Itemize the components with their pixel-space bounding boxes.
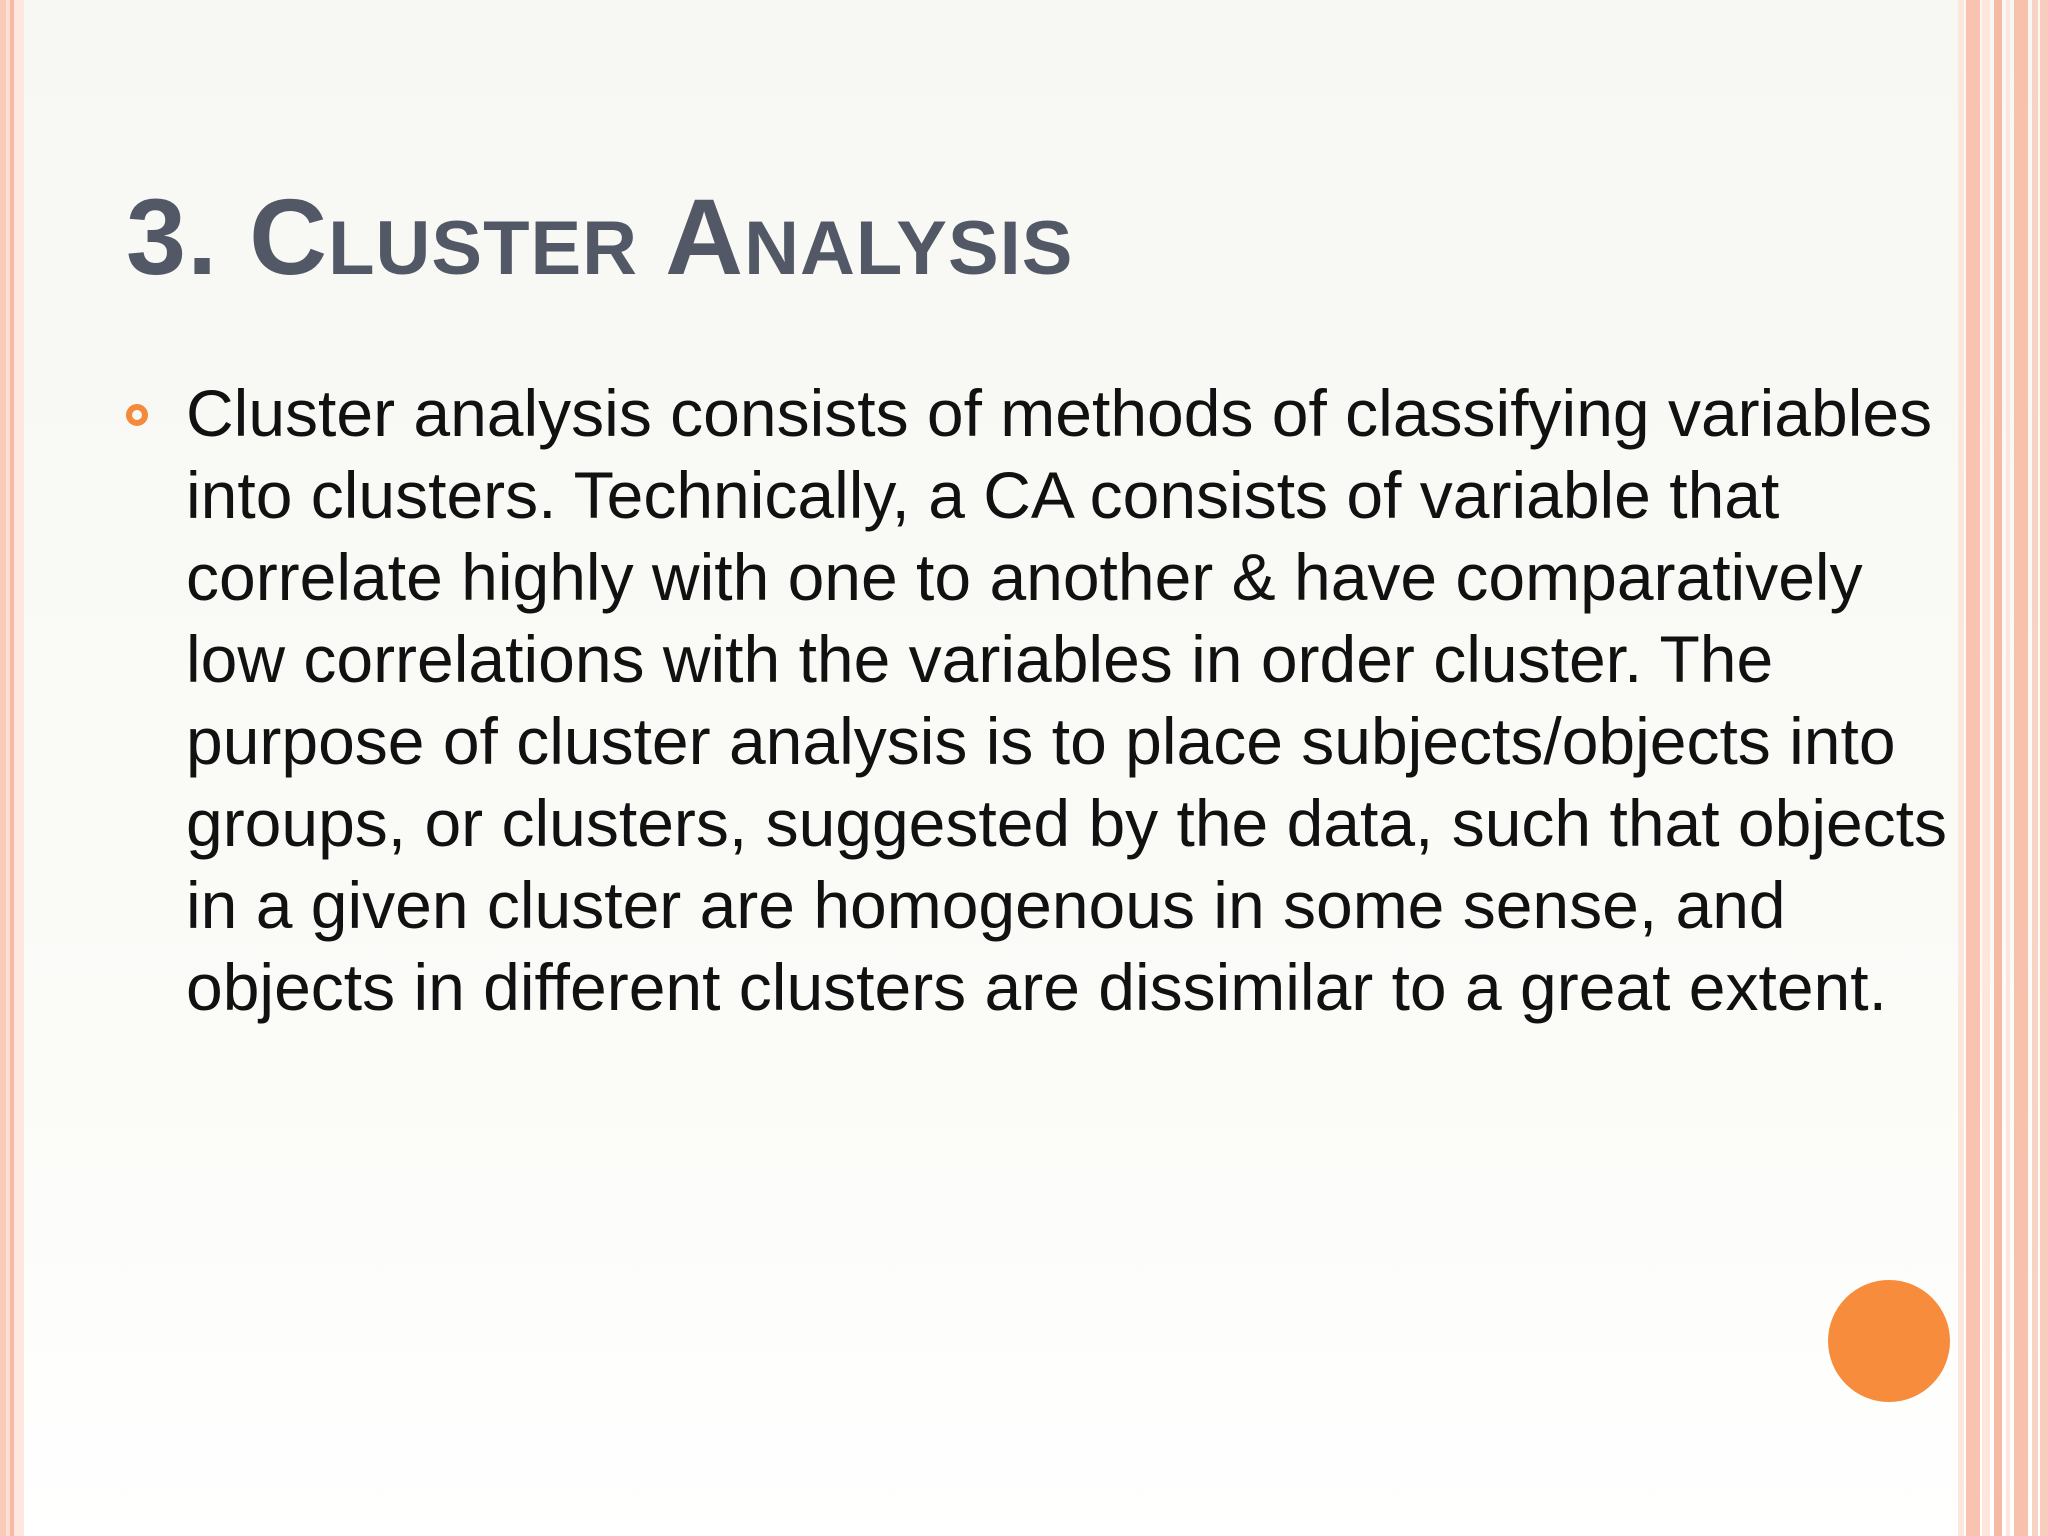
circle-outline-icon <box>126 404 148 426</box>
slide-title: 3. Cluster Analysis <box>126 176 1074 297</box>
bullet-item <box>126 372 1948 1028</box>
left-decorative-border <box>0 0 24 1536</box>
filled-circle-icon <box>1828 1280 1950 1402</box>
right-border-stripe <box>2040 0 2048 1536</box>
bullet-text: Cluster analysis consists of methods of classifying variables into clusters. Technically, a CA consists of variable that correlate highly with one to another & have comparatively low correlations with the variables in order cluster. The purpose of cluster analysis is to place subjects/objects into groups, or clusters, suggested by the data, such that objects in a given cluster are homogenous in some sense, and objects in different clusters are dissimilar to a great extent. <box>186 376 1948 1024</box>
right-border-stripe <box>2006 0 2010 1536</box>
right-border-stripe <box>1994 0 2002 1536</box>
bullet-list <box>126 372 1948 1028</box>
right-border-stripe <box>2014 0 2028 1536</box>
right-border-stripe <box>1982 0 1990 1536</box>
right-border-stripe <box>2032 0 2038 1536</box>
